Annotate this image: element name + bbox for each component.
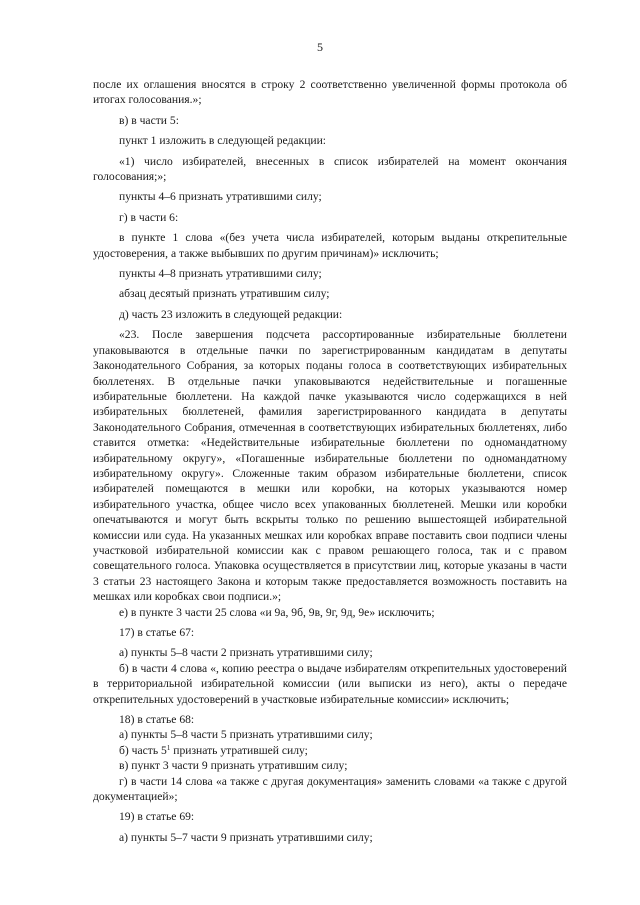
paragraph-text: абзац десятый признать утратившим силу; [119, 287, 330, 301]
paragraph-text: 19) в статье 69: [119, 810, 195, 824]
paragraph-text: в пункте 1 слова «(без учета числа избирателей, которым выданы открепительные удостоверения, а также выбывших по другим причинам)» исключить; [93, 231, 567, 260]
paragraph [93, 230, 567, 261]
paragraph [93, 774, 567, 805]
paragraph-text: после их оглашения вносятся в строку 2 соответственно увеличенной формы протокола об итогах голосования.»; [93, 78, 567, 107]
paragraph-text: г) в части 14 слова «а также с другая документация» заменить словами «а также с другой документацией»; [93, 774, 567, 804]
paragraph [93, 266, 567, 281]
paragraph-text: «1) число избирателей, внесенных в список избирателей на момент окончания голосования;»; [93, 154, 567, 184]
paragraph [93, 189, 567, 204]
paragraph-text: в) в части 5: [119, 113, 179, 127]
paragraph-text: а) пункты 5–8 части 5 признать утратившими силу; [119, 728, 373, 742]
paragraph [93, 661, 567, 707]
paragraph [93, 727, 567, 742]
paragraph-text: д) часть 23 изложить в следующей редакции: [119, 307, 343, 321]
paragraph-text: «23. После завершения подсчета рассортированные избирательные бюллетени упаковываются в отдельные пачки по зарегистрированным кандидатам в депутаты Законодательного Собрания, за которых поданы голоса в соответствующих избирательных бюллетенях. В отдельные пачки упаковываются недействительные и погашенные избирательные бюллетени. На каждой пачке указываются число содержащихся в ней избирательных бюллетеней, фамилия зарегистрированного кандидата в депутаты Законодательного Собрания, отмеченная в соответствующих избирательных бюллетенях, либо ставится отметка: «Недействительные избирательные бюллетени по одномандатному избирательному округу», «Погашенные избирательные бюллетени по одномандатному избирательному округу». Сложенные таким образом избирательные бюллетени, список избирателей помещаются в мешки или коробки, на которых указываются номер избирательного участка, общее число всех упакованных бюллетеней. Мешки или коробки опечатываются и могут быть вскрыты только по решению вышестоящей избирательной комиссии или суда. На указанных мешках или коробках вправе поставить свои подписи члены участковой избирательной комиссии как с правом решающего голоса, так и с правом совещательного голоса. Упаковка осуществляется в присутствии лиц, которые указаны в части 3 статьи 23 настоящего Закона и которым также предоставляется возможность поставить на мешках или коробках свои подписи.»; [93, 328, 567, 604]
paragraph [93, 743, 567, 758]
paragraph [93, 307, 567, 322]
paragraph [93, 712, 567, 727]
paragraph-text: б) в части 4 слова «, копию реестра о выдаче избирателям открепительных удостоверений в территориальной избирательной комиссии (или выписки из него), акты о передаче открепительных удостоверений в участковые избирательные комиссии» исключить; [93, 661, 567, 706]
paragraph-text: пункты 4–8 признать утратившими силу; [119, 267, 322, 281]
paragraph [93, 605, 567, 620]
paragraph-text: 18) в статье 68: [119, 713, 195, 727]
paragraph [93, 286, 567, 301]
superscript-index: 1 [166, 743, 171, 752]
paragraph [93, 645, 567, 660]
paragraph [93, 830, 567, 845]
paragraph-text: пункт 1 изложить в следующей редакции: [119, 134, 327, 148]
paragraph-text: в) пункт 3 части 9 признать утратившим силу; [119, 759, 348, 773]
paragraph [93, 809, 567, 824]
paragraph-text: пункты 4–6 признать утратившими силу; [119, 190, 322, 204]
paragraph-text: а) пункты 5–7 части 9 признать утратившими силу; [119, 830, 373, 844]
paragraph [93, 758, 567, 773]
paragraph-text: б) часть 5 [119, 743, 167, 757]
paragraph [93, 625, 567, 640]
paragraph [93, 133, 567, 148]
paragraph-text: 17) в статье 67: [119, 626, 195, 639]
paragraph [93, 154, 567, 185]
paragraph-text-tail: признать утратившей силу; [170, 743, 308, 757]
paragraph-text: а) пункты 5–8 части 2 признать утратившими силу; [119, 646, 373, 660]
paragraph-text: е) в пункте 3 части 25 слова «и 9а, 9б, 9в, 9г, 9д, 9е» исключить; [119, 605, 435, 619]
paragraph [93, 327, 567, 604]
paragraph [93, 210, 567, 225]
page-number: 5 [317, 40, 323, 54]
document-body [93, 77, 567, 845]
paragraph [93, 77, 567, 108]
paragraph [93, 113, 567, 128]
paragraph-text: г) в части 6: [119, 210, 179, 224]
